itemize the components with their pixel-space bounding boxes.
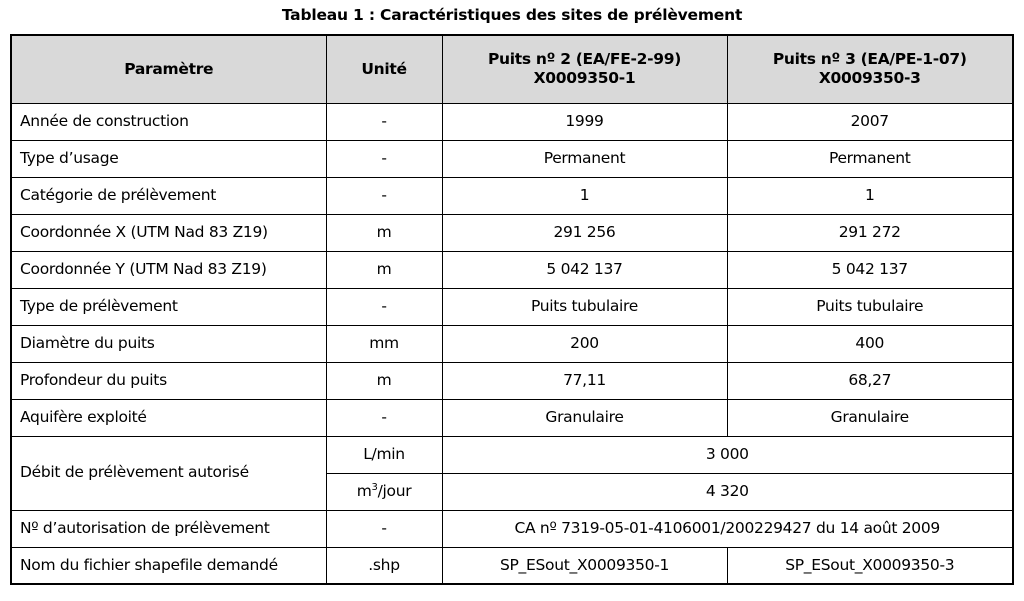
row-well-3-value: 5 042 137 — [727, 251, 1013, 288]
authorization-value: CA nº 7319-05-01-4106001/200229427 du 14 août 2009 — [442, 510, 1013, 547]
row-unit: mm — [326, 325, 442, 362]
row-well-2-value: Permanent — [442, 140, 727, 177]
table-row — [11, 362, 1013, 399]
header-row — [11, 35, 1013, 103]
row-unit: m — [326, 362, 442, 399]
row-well-3-value: 68,27 — [727, 362, 1013, 399]
row-unit: - — [326, 140, 442, 177]
authorization-unit: - — [326, 510, 442, 547]
header-well-2-name: Puits nº 2 (EA/FE-2-99) — [487, 49, 681, 68]
table-row — [11, 288, 1013, 325]
debit-unit-lmin: L/min — [326, 436, 442, 473]
row-unit: - — [326, 288, 442, 325]
row-well-3-value: Granulaire — [727, 399, 1013, 436]
row-parameter: Profondeur du puits — [11, 362, 326, 399]
debit-unit-m3-day — [326, 473, 442, 510]
row-well-3-value: 291 272 — [727, 214, 1013, 251]
row-parameter: Type d’usage — [11, 140, 326, 177]
row-parameter: Coordonnée Y (UTM Nad 83 Z19) — [11, 251, 326, 288]
row-unit: - — [326, 177, 442, 214]
row-well-3-value: Puits tubulaire — [727, 288, 1013, 325]
table-row — [11, 251, 1013, 288]
table-title: Tableau 1 : Caractéristiques des sites de prélèvement — [281, 6, 743, 24]
shapefile-parameter: Nom du fichier shapefile demandé — [11, 547, 326, 584]
debit-value-m3-day: 4 320 — [442, 473, 1013, 510]
unit-suffix: /jour — [377, 481, 412, 500]
row-parameter: Type de prélèvement — [11, 288, 326, 325]
shapefile-well-2: SP_ESout_X0009350-1 — [442, 547, 727, 584]
row-parameter: Année de construction — [11, 103, 326, 140]
row-well-2-value: 200 — [442, 325, 727, 362]
shapefile-unit: .shp — [326, 547, 442, 584]
header-parameter: Paramètre — [11, 35, 326, 103]
row-well-3-value: 1 — [727, 177, 1013, 214]
header-unit: Unité — [326, 35, 442, 103]
table-row — [11, 140, 1013, 177]
row-well-3-value: 400 — [727, 325, 1013, 362]
header-well-3-name: Puits nº 3 (EA/PE-1-07) — [772, 49, 967, 68]
row-well-2-value: Puits tubulaire — [442, 288, 727, 325]
row-well-3-value: 2007 — [727, 103, 1013, 140]
header-well-2 — [442, 35, 727, 103]
unit-exponent: 3 — [371, 481, 378, 493]
row-parameter: Aquifère exploité — [11, 399, 326, 436]
table-row — [11, 103, 1013, 140]
authorization-row — [11, 510, 1013, 547]
authorization-parameter: Nº d’autorisation de prélèvement — [11, 510, 326, 547]
debit-value-lmin: 3 000 — [442, 436, 1013, 473]
row-unit: m — [326, 214, 442, 251]
row-parameter: Diamètre du puits — [11, 325, 326, 362]
row-parameter: Coordonnée X (UTM Nad 83 Z19) — [11, 214, 326, 251]
table-row — [11, 214, 1013, 251]
row-well-2-value: 291 256 — [442, 214, 727, 251]
header-well-3-id: X0009350-3 — [818, 69, 921, 88]
shapefile-well-3: SP_ESout_X0009350-3 — [727, 547, 1013, 584]
row-parameter: Catégorie de prélèvement — [11, 177, 326, 214]
row-well-2-value: 1999 — [442, 103, 727, 140]
row-unit: - — [326, 399, 442, 436]
table-row — [11, 177, 1013, 214]
debit-row-lmin — [11, 436, 1013, 473]
table-row — [11, 325, 1013, 362]
header-well-2-id: X0009350-1 — [533, 69, 636, 88]
debit-parameter: Débit de prélèvement autorisé — [11, 436, 326, 510]
table-row — [11, 399, 1013, 436]
row-well-2-value: 5 042 137 — [442, 251, 727, 288]
sampling-sites-table — [10, 34, 1014, 585]
row-unit: - — [326, 103, 442, 140]
unit-base: m — [356, 481, 372, 500]
header-well-3 — [727, 35, 1013, 103]
row-well-2-value: Granulaire — [442, 399, 727, 436]
row-unit: m — [326, 251, 442, 288]
row-well-2-value: 77,11 — [442, 362, 727, 399]
row-well-2-value: 1 — [442, 177, 727, 214]
shapefile-row — [11, 547, 1013, 584]
row-well-3-value: Permanent — [727, 140, 1013, 177]
